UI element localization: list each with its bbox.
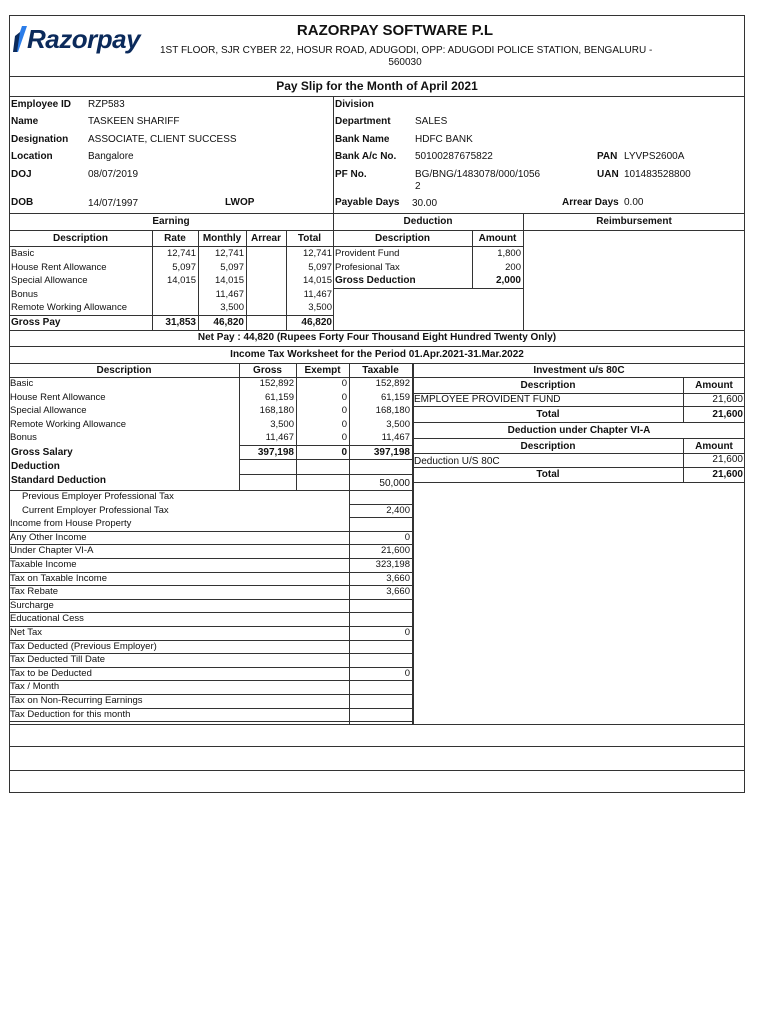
- earning-row-total: 3,500: [308, 302, 332, 314]
- worksheet-row-exempt: 0: [341, 391, 347, 403]
- worksheet-row-exempt: 0: [341, 378, 347, 389]
- bank-ac-label: Bank A/c No.: [335, 151, 397, 162]
- pf-label: PF No.: [335, 169, 367, 180]
- deduction-header-description: Description: [374, 233, 430, 244]
- gross-pay-rate: 31,853: [165, 317, 196, 328]
- department-value: SALES: [415, 116, 448, 127]
- worksheet-line-value: 3,660: [386, 586, 410, 598]
- gross-pay-label: Gross Pay: [11, 317, 61, 328]
- worksheet-row-gross: 3,500: [270, 418, 294, 430]
- employee-field-label: Location: [11, 151, 53, 162]
- worksheet-line-value: 0: [404, 667, 410, 679]
- worksheet-row-taxable: 152,892: [375, 378, 410, 389]
- lwop-label: LWOP: [225, 197, 255, 208]
- gross-pay-total: 46,820: [301, 317, 332, 328]
- earning-row-monthly: 5,097: [220, 261, 244, 273]
- chapter-via-header-amount: Amount: [695, 441, 733, 452]
- arrear-days-value: 0.00: [624, 197, 644, 208]
- deduction-section-title: Deduction: [403, 216, 453, 227]
- worksheet-line-description: Tax / Month: [10, 681, 60, 693]
- worksheet-line-divider: [349, 517, 413, 518]
- payable-days-label: Payable Days: [335, 197, 400, 208]
- worksheet-line-divider: [9, 680, 413, 681]
- worksheet-row-gross: 152,892: [259, 378, 294, 389]
- reimbursement-section-title: Reimbursement: [596, 216, 672, 227]
- worksheet-line-description: Tax to be Deducted: [10, 667, 92, 679]
- gross-pay-monthly: 46,820: [213, 317, 244, 328]
- worksheet-row-description: House Rent Allowance: [10, 391, 106, 403]
- payable-days-value: 30.00: [412, 198, 438, 209]
- gross-salary-gross: 397,198: [257, 447, 294, 458]
- worksheet-row-taxable: 11,467: [381, 432, 410, 444]
- employee-field-value: TASKEEN SHARIFF: [88, 116, 180, 127]
- earning-header-rate: Rate: [164, 233, 186, 244]
- earning-row-monthly: 12,741: [214, 248, 244, 259]
- worksheet-row-gross: 11,467: [265, 432, 294, 444]
- worksheet-line-value: 0: [404, 531, 410, 543]
- earning-row-description: Bonus: [11, 288, 38, 300]
- worksheet-line-description: Any Other Income: [10, 531, 87, 543]
- investment-total-label: Total: [536, 409, 560, 420]
- earning-header-arrear: Arrear: [250, 233, 282, 244]
- worksheet-row-taxable: 3,500: [386, 418, 410, 430]
- worksheet-header-exempt: Exempt: [304, 365, 341, 376]
- worksheet-row-taxable: 61,159: [380, 391, 410, 403]
- chapter-via-total-amount: 21,600: [712, 469, 743, 480]
- earning-row-total: 14,015: [302, 275, 332, 287]
- gross-salary-label: Gross Salary: [11, 447, 73, 458]
- chapter-via-row-amount: 21,600: [712, 454, 743, 465]
- worksheet-line-description: Under Chapter VI-A: [10, 545, 94, 557]
- gross-deduction-label: Gross Deduction: [335, 275, 416, 286]
- razorpay-logo-icon: [13, 26, 27, 52]
- earning-header-monthly: Monthly: [202, 233, 242, 244]
- investment-header-amount: Amount: [695, 380, 733, 391]
- pf-value-line2: 2: [415, 181, 421, 192]
- worksheet-line-description: Income from House Property: [10, 518, 132, 530]
- worksheet-row-taxable: 168,180: [375, 405, 410, 417]
- employee-field-label: Name: [11, 116, 39, 127]
- company-logo: Razorpay: [27, 24, 141, 54]
- earning-row-total: 5,097: [308, 261, 332, 273]
- employee-field-label: Employee ID: [11, 99, 72, 110]
- net-pay-text: Net Pay : 44,820 (Rupees Forty Four Thousand Eight Hundred Twenty Only): [197, 332, 557, 343]
- worksheet-line-value: 21,600: [380, 545, 410, 557]
- investment-total-amount: 21,600: [712, 409, 743, 420]
- department-label: Department: [335, 116, 391, 127]
- worksheet-line-description: Tax Deducted (Previous Employer): [10, 640, 157, 652]
- investment-row-desc: EMPLOYEE PROVIDENT FUND: [414, 394, 561, 405]
- worksheet-deduction-label: Deduction: [11, 461, 60, 472]
- earning-row-description: Special Allowance: [11, 275, 88, 287]
- standard-deduction-label: Standard Deduction: [11, 475, 107, 486]
- earning-header-total: Total: [297, 233, 322, 244]
- investment-title: Investment u/s 80C: [533, 365, 625, 376]
- worksheet-line-description: Tax Deducted Till Date: [10, 654, 106, 666]
- earning-row-monthly: 3,500: [220, 302, 244, 314]
- earning-row-monthly: 11,467: [215, 288, 244, 300]
- uan-value: 101483528800: [624, 169, 691, 180]
- payslip-title: Pay Slip for the Month of April 2021: [276, 79, 478, 93]
- earning-row-rate: 14,015: [166, 275, 196, 287]
- earning-row-description: Basic: [11, 248, 35, 259]
- investment-row-amount: 21,600: [712, 394, 743, 405]
- deduction-row-description: Profesional Tax: [335, 261, 400, 273]
- earning-header-description: Description: [52, 233, 108, 244]
- gross-salary-taxable: 397,198: [373, 447, 410, 458]
- worksheet-row-gross: 61,159: [264, 391, 294, 403]
- bank-name-label: Bank Name: [335, 134, 390, 145]
- earning-section-title: Earning: [152, 216, 190, 227]
- dob-label: DOB: [11, 197, 34, 208]
- employee-field-value: RZP583: [88, 99, 125, 110]
- worksheet-row-description: Remote Working Allowance: [10, 418, 126, 430]
- bank-ac-value: 50100287675822: [415, 151, 493, 162]
- worksheet-line-description: Tax on Taxable Income: [10, 572, 107, 584]
- worksheet-row-exempt: 0: [341, 432, 347, 444]
- company-name: RAZORPAY SOFTWARE P.L: [296, 22, 494, 39]
- employee-field-value: Bangalore: [88, 151, 134, 162]
- gross-salary-exempt: 0: [341, 447, 347, 458]
- worksheet-line-divider: [9, 721, 413, 722]
- worksheet-row-exempt: 0: [341, 405, 347, 417]
- worksheet-line-value: 0: [404, 627, 410, 638]
- worksheet-line-description: Net Tax: [10, 627, 43, 638]
- earning-row-total: 11,467: [303, 288, 332, 300]
- deduction-header-amount: Amount: [478, 233, 517, 244]
- earning-row-description: Remote Working Allowance: [11, 302, 127, 314]
- pan-label: PAN: [597, 151, 618, 162]
- deduction-row-amount: 1,800: [497, 248, 521, 259]
- earning-row-rate: 5,097: [172, 261, 196, 273]
- worksheet-title: Income Tax Worksheet for the Period 01.Apr.2021-31.Mar.2022: [230, 349, 524, 360]
- worksheet-line-description: Educational Cess: [10, 613, 84, 625]
- worksheet-line-description: Tax on Non-Recurring Earnings: [10, 695, 143, 706]
- worksheet-header-description: Description: [96, 365, 152, 376]
- earning-row-total: 12,741: [302, 248, 332, 259]
- chapter-via-total-label: Total: [536, 469, 560, 480]
- employee-field-value: ASSOCIATE, CLIENT SUCCESS: [88, 134, 237, 145]
- chapter-via-row-desc: Deduction U/S 80C: [414, 456, 500, 467]
- worksheet-line-description: Surcharge: [10, 599, 54, 611]
- uan-label: UAN: [597, 169, 619, 180]
- pf-value-line1: BG/BNG/1483078/000/1056: [415, 169, 541, 180]
- earning-row-description: House Rent Allowance: [11, 261, 107, 273]
- deduction-row-description: Provident Fund: [335, 248, 400, 259]
- division-label: Division: [335, 99, 374, 110]
- earning-row-monthly: 14,015: [214, 275, 244, 287]
- chapter-via-header-description: Description: [520, 441, 576, 452]
- worksheet-header-taxable: Taxable: [362, 365, 399, 376]
- bank-name-value: HDFC BANK: [415, 134, 473, 145]
- worksheet-row-exempt: 0: [341, 418, 347, 430]
- worksheet-row-description: Bonus: [10, 432, 37, 444]
- investment-header-description: Description: [520, 380, 576, 391]
- chapter-via-title: Deduction under Chapter VI-A: [507, 425, 651, 436]
- worksheet-line-divider: [9, 599, 413, 600]
- worksheet-line-value: 2,400: [386, 504, 410, 516]
- worksheet-line-description: Tax Rebate: [10, 586, 59, 598]
- worksheet-row-gross: 168,180: [259, 405, 294, 417]
- dob-value: 14/07/1997: [88, 198, 139, 209]
- standard-deduction-value: 50,000: [379, 478, 410, 489]
- employee-field-label: Designation: [11, 134, 69, 145]
- earning-row-rate: 12,741: [166, 248, 196, 259]
- worksheet-header-gross: Gross: [253, 365, 282, 376]
- worksheet-line-description: Current Employer Professional Tax: [22, 504, 169, 516]
- worksheet-line-description: Previous Employer Professional Tax: [22, 491, 174, 502]
- deduction-row-amount: 200: [505, 261, 521, 273]
- worksheet-line-description: Tax Deduction for this month: [10, 708, 131, 720]
- worksheet-row-description: Special Allowance: [10, 405, 87, 417]
- worksheet-line-value: 3,660: [386, 572, 410, 584]
- worksheet-row-description: Basic: [10, 378, 34, 389]
- gross-deduction-amount: 2,000: [495, 275, 521, 286]
- company-address-line1: 1ST FLOOR, SJR CYBER 22, HOSUR ROAD, ADUGODI, OPP: ADUGODI POLICE STATION, BENGALURU -: [160, 45, 653, 56]
- employee-field-value: 08/07/2019: [88, 169, 139, 180]
- worksheet-line-description: Taxable Income: [10, 559, 77, 570]
- company-address-line2: 560030: [388, 57, 422, 68]
- employee-field-label: DOJ: [11, 169, 32, 180]
- worksheet-line-value: 323,198: [375, 559, 410, 570]
- pan-value: LYVPS2600A: [624, 151, 685, 162]
- arrear-days-label: Arrear Days: [562, 197, 619, 208]
